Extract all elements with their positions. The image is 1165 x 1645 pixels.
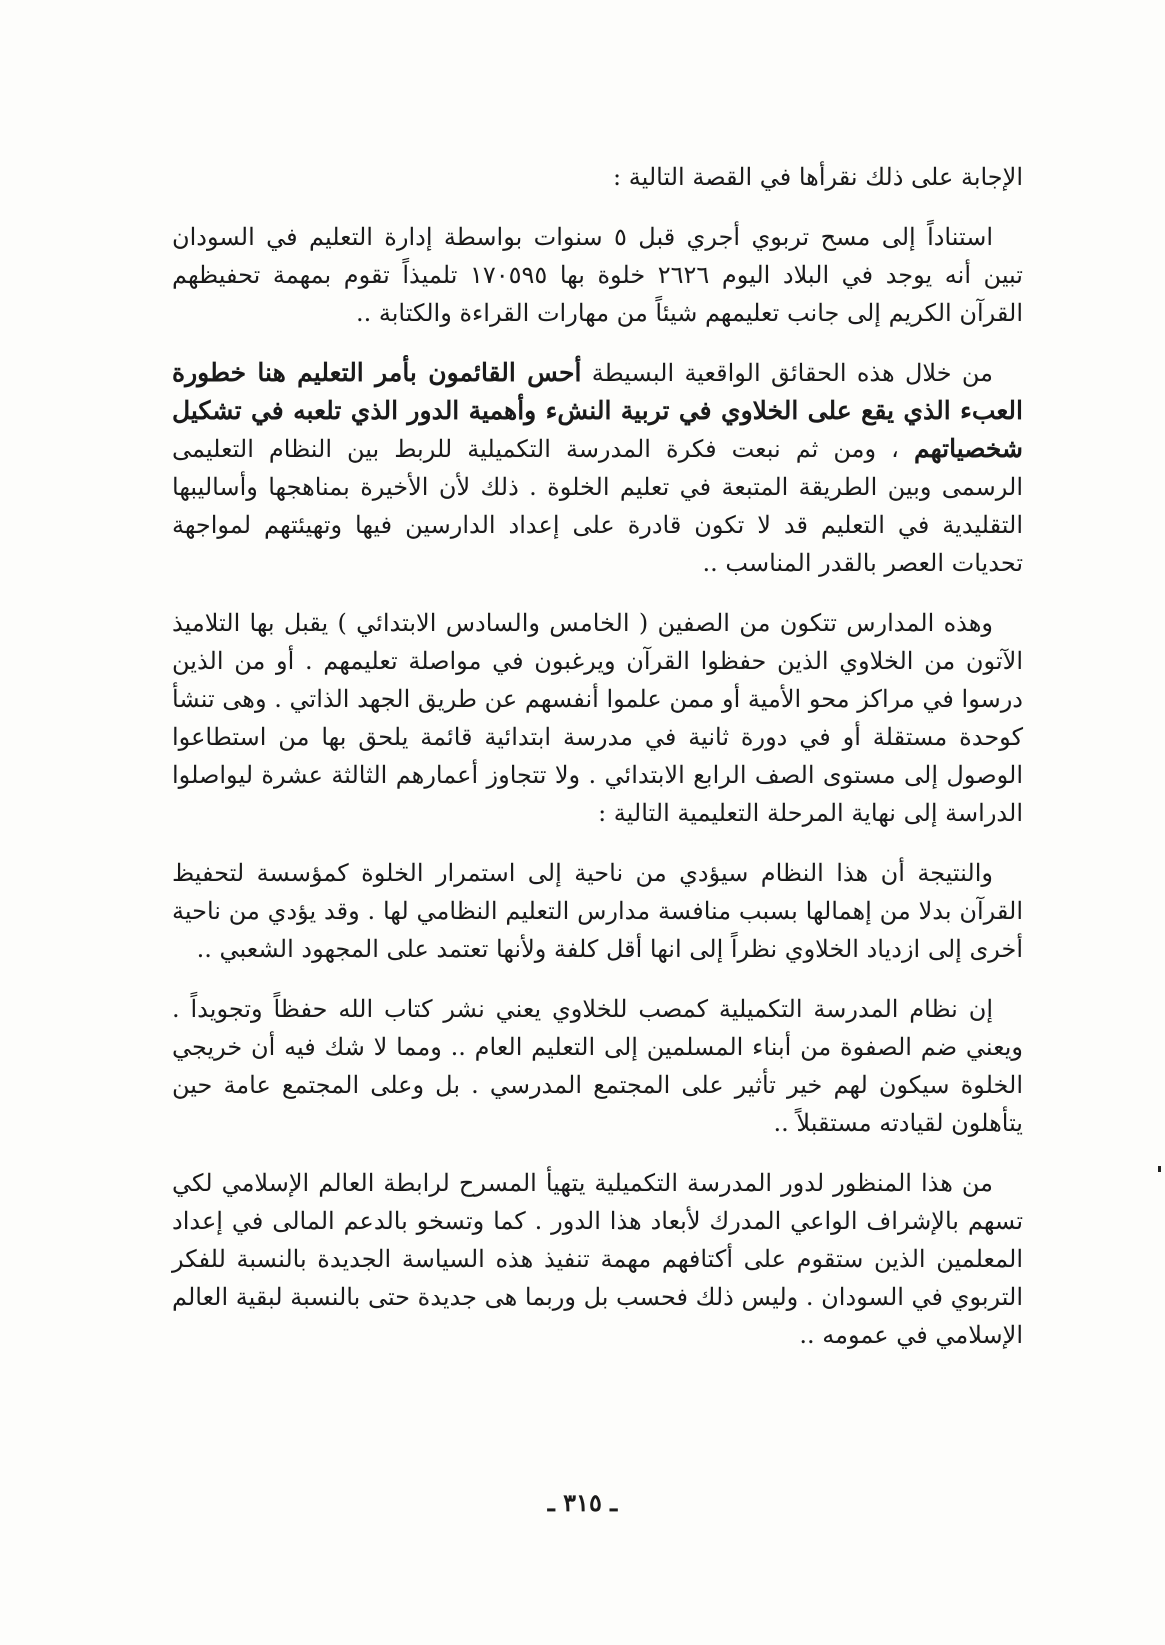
paragraph-facts <box>172 354 1023 582</box>
text-run: وهذه المدارس تتكون من الصفين ( الخامس والسادس الابتدائي ) يقبل بها التلاميذ الآتون من الخلاوي الذين حفظوا القرآن ويرغبون في مواصلة تعليمهم . أو من الذين درسوا في مراكز محو الأمية أو ممن علموا أنفسهم عن طريق الجهد الذاتي . وهى تنشأ كوحدة مستقلة أو في دورة ثانية في مدرسة ابتدائية قائمة يلحق بها من استطاعوا الوصول إلى مستوى الصف الرابع الابتدائي . ولا تتجاوز أعمارهم الثالثة عشرة ليواصلوا الدراسة إلى نهاية المرحلة التعليمية التالية : <box>172 609 1023 827</box>
emphasized-text: أحس القائمون بأمر التعليم هنا خطورة العبء الذي يقع على الخلاوي في تربية النشء وأهمية الدور الذي تلعبه في تشكيل شخصياتهم <box>172 358 1023 463</box>
paragraph-schools <box>172 604 1023 832</box>
text-run: والنتيجة أن هذا النظام سيؤدي من ناحية إلى استمرار الخلوة كمؤسسة لتحفيظ القرآن بدلا من إهمالها بسبب منافسة مدارس التعليم النظامي لها . وقد يؤدي من ناحية أخرى إلى ازدياد الخلاوي نظراً إلى انها أقل كلفة ولأنها تعتمد على المجهود الشعبي .. <box>172 859 1023 963</box>
text-run: استناداً إلى مسح تربوي أجري قبل ٥ سنوات بواسطة إدارة التعليم في السودان تبين أنه يوجد في البلاد اليوم ٢٦٢٦ خلوة بها ١٧٠٥٩٥ تلميذاً تقوم بمهمة تحفيظهم القرآن الكريم إلى جانب تعليمهم شيئاً من مهارات القراءة والكتابة .. <box>172 223 1023 327</box>
paragraph-system <box>172 990 1023 1142</box>
text-run: ، ومن ثم نبعت فكرة المدرسة التكميلية للربط بين النظام التعليمى الرسمى وبين الطريقة المتبعة في تعليم الخلوة . ذلك لأن الأخيرة بمناهجها وأساليبها التقليدية في التعليم قد لا تكون قادرة على إعداد الدارسين فيها وتهيئتهم لمواجهة تحديات العصر بالقدر المناسب .. <box>172 435 1023 577</box>
paragraph-intro <box>172 158 1023 196</box>
paragraph-survey <box>172 218 1023 332</box>
scan-artifact <box>1158 1166 1161 1172</box>
page-number: ـ ٣١٥ ـ <box>547 1488 618 1517</box>
text-run: من هذا المنظور لدور المدرسة التكميلية يتهيأ المسرح لرابطة العالم الإسلامي لكي تسهم بالإشراف الواعي المدرك لأبعاد هذا الدور . كما وتسخو بالدعم المالى في إعداد المعلمين الذين ستقوم على أكتافهم مهمة تنفيذ هذه السياسة الجديدة بالنسبة للفكر التربوي في السودان . وليس ذلك فحسب بل وربما هى جديدة حتى بالنسبة لبقية العالم الإسلامي في عمومه .. <box>172 1169 1023 1349</box>
text-run: إن نظام المدرسة التكميلية كمصب للخلاوي يعني نشر كتاب الله حفظاً وتجويداً . ويعني ضم الصفوة من أبناء المسلمين إلى التعليم العام .. ومما لا شك فيه أن خريجي الخلوة سيكون لهم خير تأثير على المجتمع المدرسي . بل وعلى المجتمع عامة حين يتأهلون لقيادته مستقبلاً .. <box>172 995 1023 1137</box>
text-run: من خلال هذه الحقائق الواقعية البسيطة <box>581 359 993 387</box>
text-run: الإجابة على ذلك نقرأها في القصة التالية : <box>613 163 1023 191</box>
paragraph-result <box>172 854 1023 968</box>
body-text <box>172 158 1023 1376</box>
paragraph-perspective <box>172 1164 1023 1354</box>
